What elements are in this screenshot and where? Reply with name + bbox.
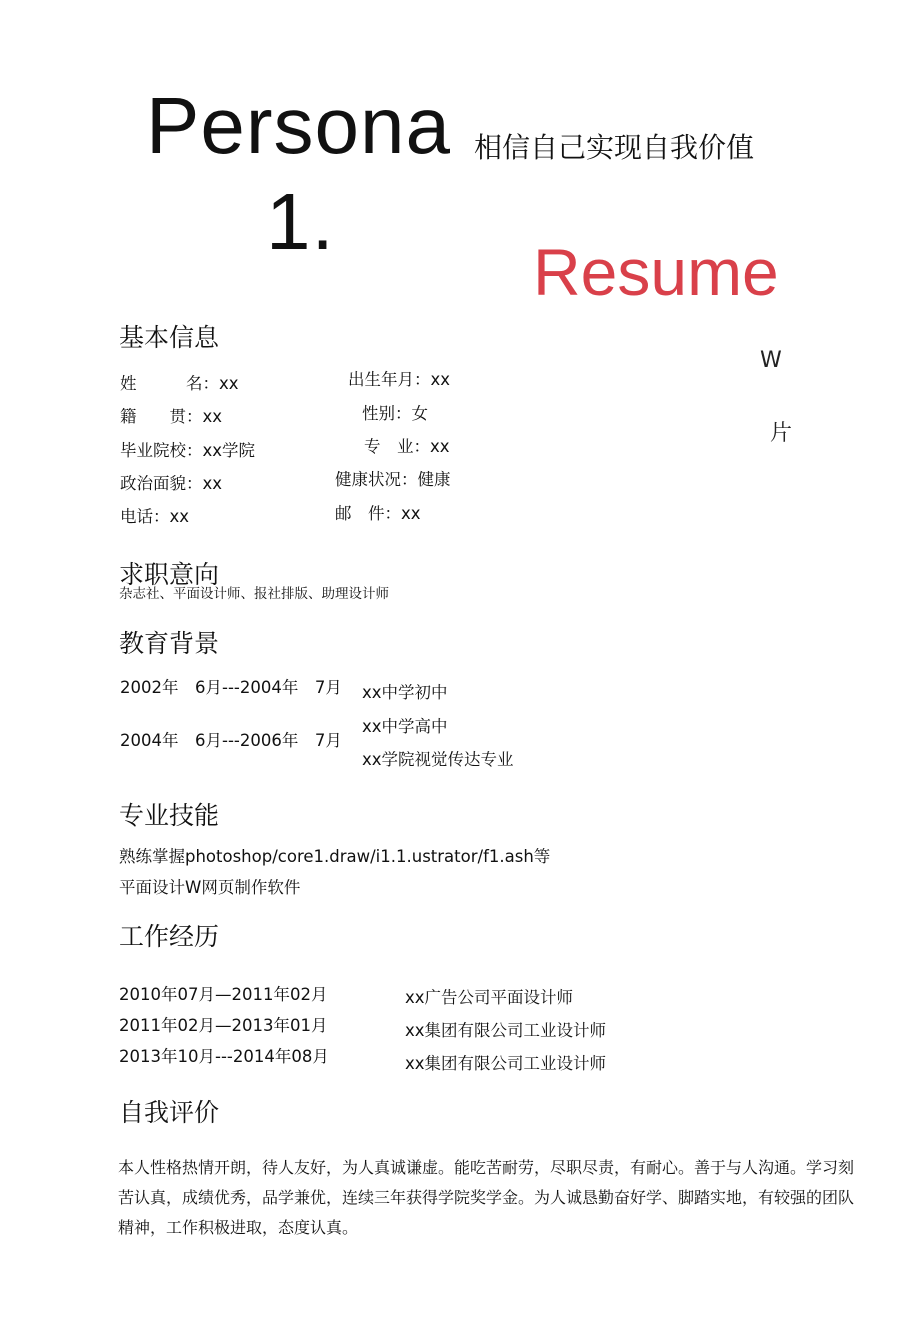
motto: 相信自己实现自我价值	[474, 131, 755, 164]
section-skills-heading: 专业技能	[119, 801, 220, 830]
education-school-3: xx学院视觉传达专业	[362, 750, 514, 769]
skills-line-2: 平面设计W网页制作软件	[119, 878, 301, 897]
info-native-place: 籍 贯：xx	[120, 407, 223, 426]
photo-label-top: W	[760, 348, 782, 373]
info-phone: 电话：xx	[120, 507, 190, 526]
info-birth: 出生年月：xx	[348, 370, 451, 389]
title-persona: Persona	[146, 81, 451, 170]
education-date-2: 2004年 6月---2006年 7月	[120, 731, 342, 750]
info-email: 邮 件：xx	[335, 504, 421, 523]
info-major: 专 业：xx	[364, 437, 450, 456]
self-eval-text: 本人性格热情开朗，待人友好，为人真诚谦虚。能吃苦耐劳，尽职尽责，有耐心。善于与人沟通。学习刻苦认真，成绩优秀，品学兼优，连续三年获得学院奖学金。为人诚恳勤奋好学、脚踏实地，有较强的团队精神，工作积极进取，态度认真。	[118, 1158, 855, 1237]
photo-label-bottom: 片	[770, 421, 793, 446]
section-objective-heading: 求职意向	[119, 560, 220, 589]
work-date-1: 2010年07月—2011年02月	[119, 985, 328, 1004]
education-date-1: 2002年 6月---2004年 7月	[120, 678, 342, 697]
work-role-2: xx集团有限公司工业设计师	[405, 1021, 607, 1040]
work-date-3: 2013年10月---2014年08月	[119, 1047, 329, 1066]
info-name: 姓 名：xx	[120, 374, 239, 393]
section-self-eval-heading: 自我评价	[119, 1098, 220, 1127]
info-gender: 性别：女	[362, 404, 428, 423]
info-political-status: 政治面貌：xx	[120, 474, 223, 493]
education-school-2: xx中学高中	[362, 717, 448, 736]
education-school-1: xx中学初中	[362, 683, 448, 702]
section-basic-info-heading: 基本信息	[119, 323, 220, 352]
section-education-heading: 教育背景	[119, 629, 220, 658]
info-health: 健康状况：健康	[335, 470, 451, 489]
work-role-1: xx广告公司平面设计师	[405, 988, 574, 1007]
section-work-heading: 工作经历	[119, 922, 220, 951]
info-school: 毕业院校：xx学院	[120, 441, 256, 460]
title-number: 1.	[266, 177, 335, 266]
skills-line-1: 熟练掌握photoshop/core1.draw/i1.1.ustrator/f1.ash等	[119, 847, 551, 866]
work-role-3: xx集团有限公司工业设计师	[405, 1054, 607, 1073]
work-date-2: 2011年02月—2013年01月	[119, 1016, 328, 1035]
objective-text: 杂志社、平面设计师、报社排版、助理设计师	[119, 586, 389, 602]
resume-heading: Resume	[533, 235, 779, 309]
